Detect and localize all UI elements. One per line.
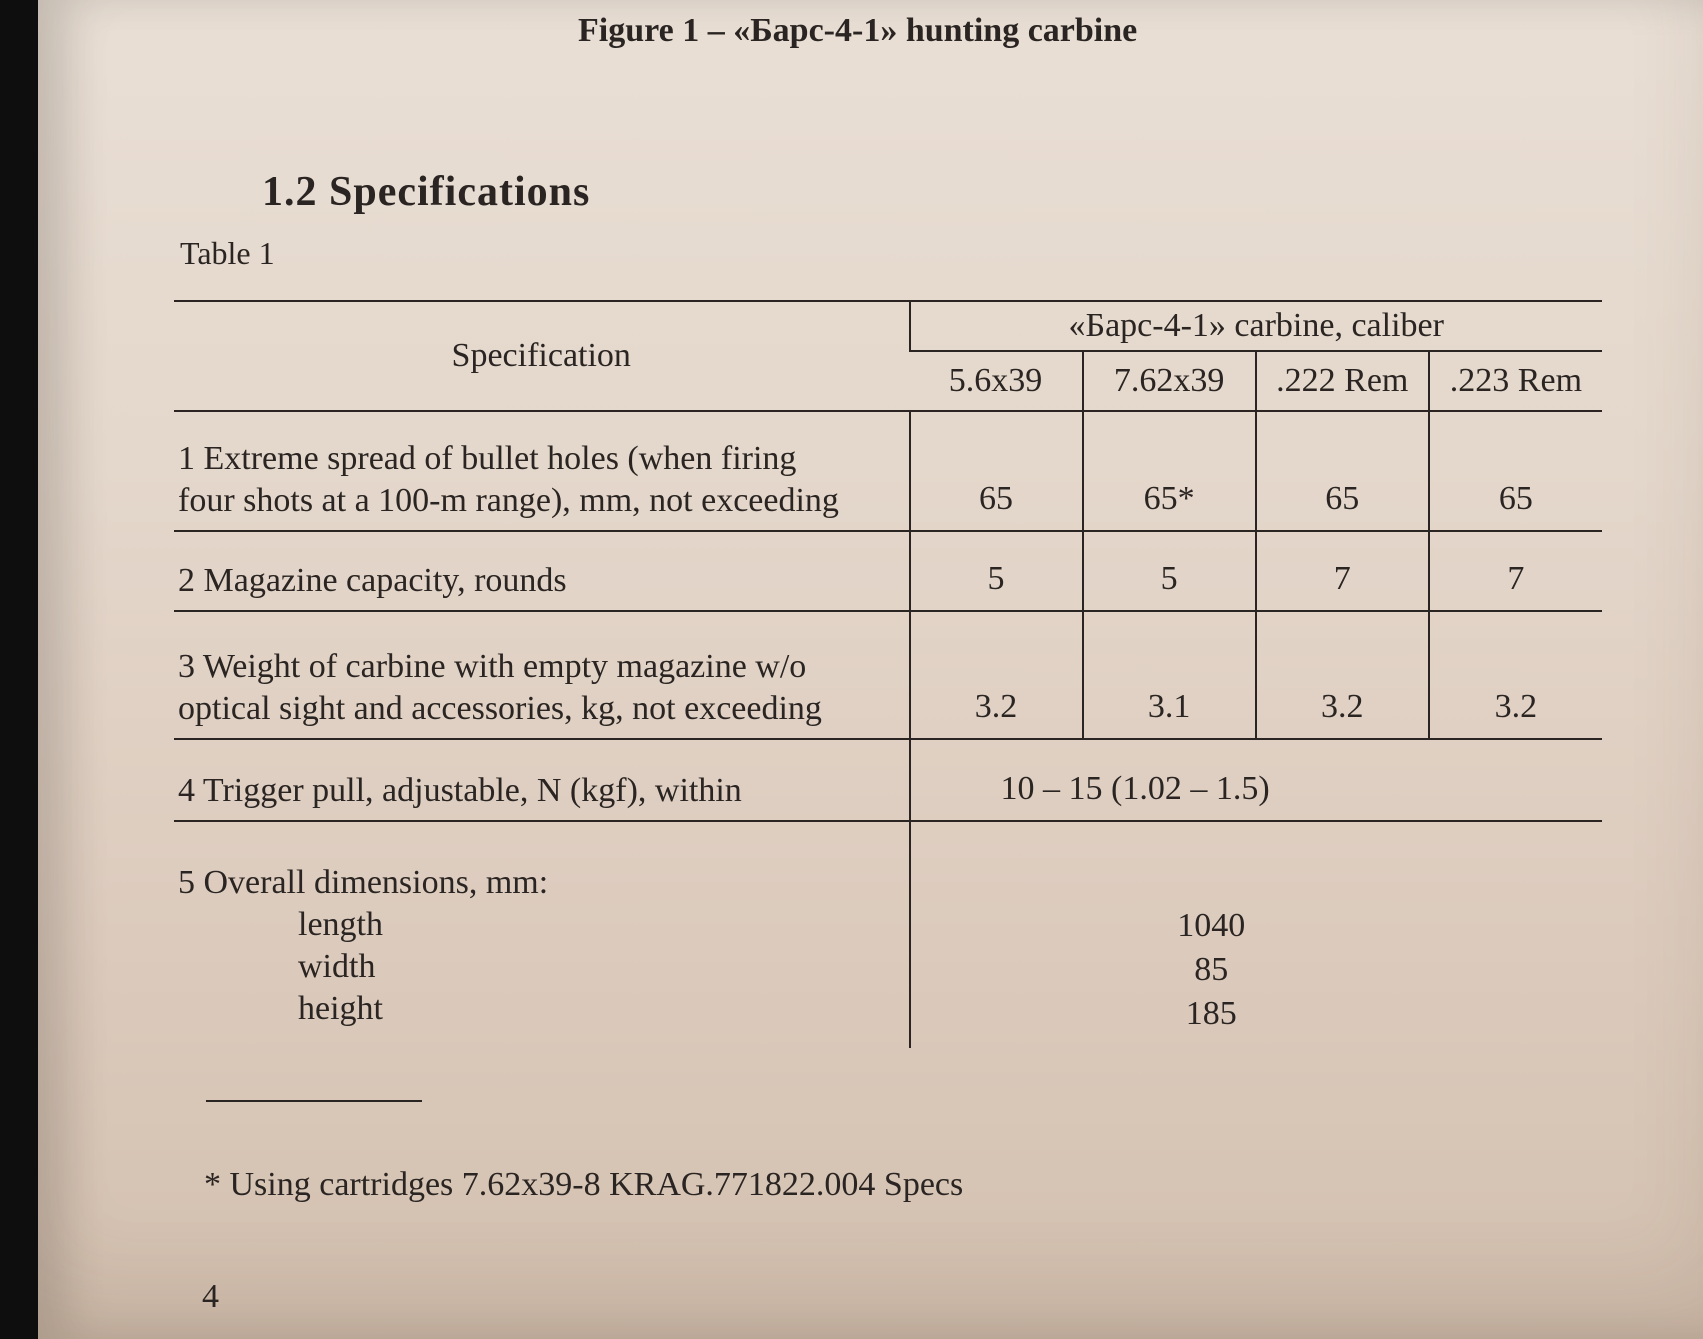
dimension-label: width [298,948,376,985]
table-row [174,411,1602,531]
spec-value: 65 [1256,411,1429,531]
figure-caption: Figure 1 – «Барс-4-1» hunting carbine [578,12,1138,49]
header-caliber: .223 Rem [1429,351,1602,411]
table-row [174,531,1602,611]
dimension-value: 185 [1185,995,1237,1032]
spec-label [174,411,910,531]
spec-value: 3.2 [1256,611,1429,739]
spec-value: 5 [1083,531,1256,611]
spec-value: 3.2 [1429,611,1602,739]
specifications-table [174,300,1602,1048]
header-caliber: 5.6x39 [910,351,1083,411]
spec-label-line: optical sight and accessories, kg, not exceeding [178,690,822,727]
spec-value: 65 [1429,411,1602,531]
spec-value: 7 [1429,531,1602,611]
spec-value: 3.2 [910,611,1083,739]
table-row [174,739,1602,821]
spec-label-line: 3 Weight of carbine with empty magazine w/o [178,648,807,685]
spec-merged-value: 10 – 15 (1.02 – 1.5) [910,739,1603,821]
book-spine [0,0,38,1339]
table-row [174,611,1602,739]
spec-value: 3.1 [1083,611,1256,739]
dimension-label: length [298,906,383,943]
page-number: 4 [202,1278,219,1315]
spec-label: 4 Trigger pull, adjustable, N (kgf), within [174,739,910,821]
table-row [174,821,1602,1048]
spec-label: 2 Magazine capacity, rounds [174,531,910,611]
spec-label-line: 1 Extreme spread of bullet holes (when firing [178,440,797,477]
header-caliber: .222 Rem [1256,351,1429,411]
footnote: * Using cartridges 7.62x39-8 KRAG.771822.004 Specs [204,1166,964,1203]
spec-label [174,821,910,1048]
table-label: Table 1 [180,235,275,271]
document-page [38,0,1703,1339]
spec-value: 5 [910,531,1083,611]
spec-label-line: four shots at a 100-m range), mm, not exceeding [178,482,839,519]
header-specification: Specification [174,301,910,411]
spec-label [174,611,910,739]
dimension-values [910,821,1603,1048]
dimension-label: height [298,990,383,1027]
dimension-value: 1040 [1177,907,1246,944]
footnote-divider [206,1100,422,1102]
spec-value: 65 [910,411,1083,531]
header-caliber: 7.62x39 [1083,351,1256,411]
header-caliber-group: «Барс-4-1» carbine, caliber [910,301,1603,351]
dimension-value: 85 [1194,951,1229,988]
spec-label-line: 5 Overall dimensions, mm: [178,864,549,901]
section-title: 1.2 Specifications [262,169,591,215]
spec-value: 65* [1083,411,1256,531]
spec-value: 7 [1256,531,1429,611]
